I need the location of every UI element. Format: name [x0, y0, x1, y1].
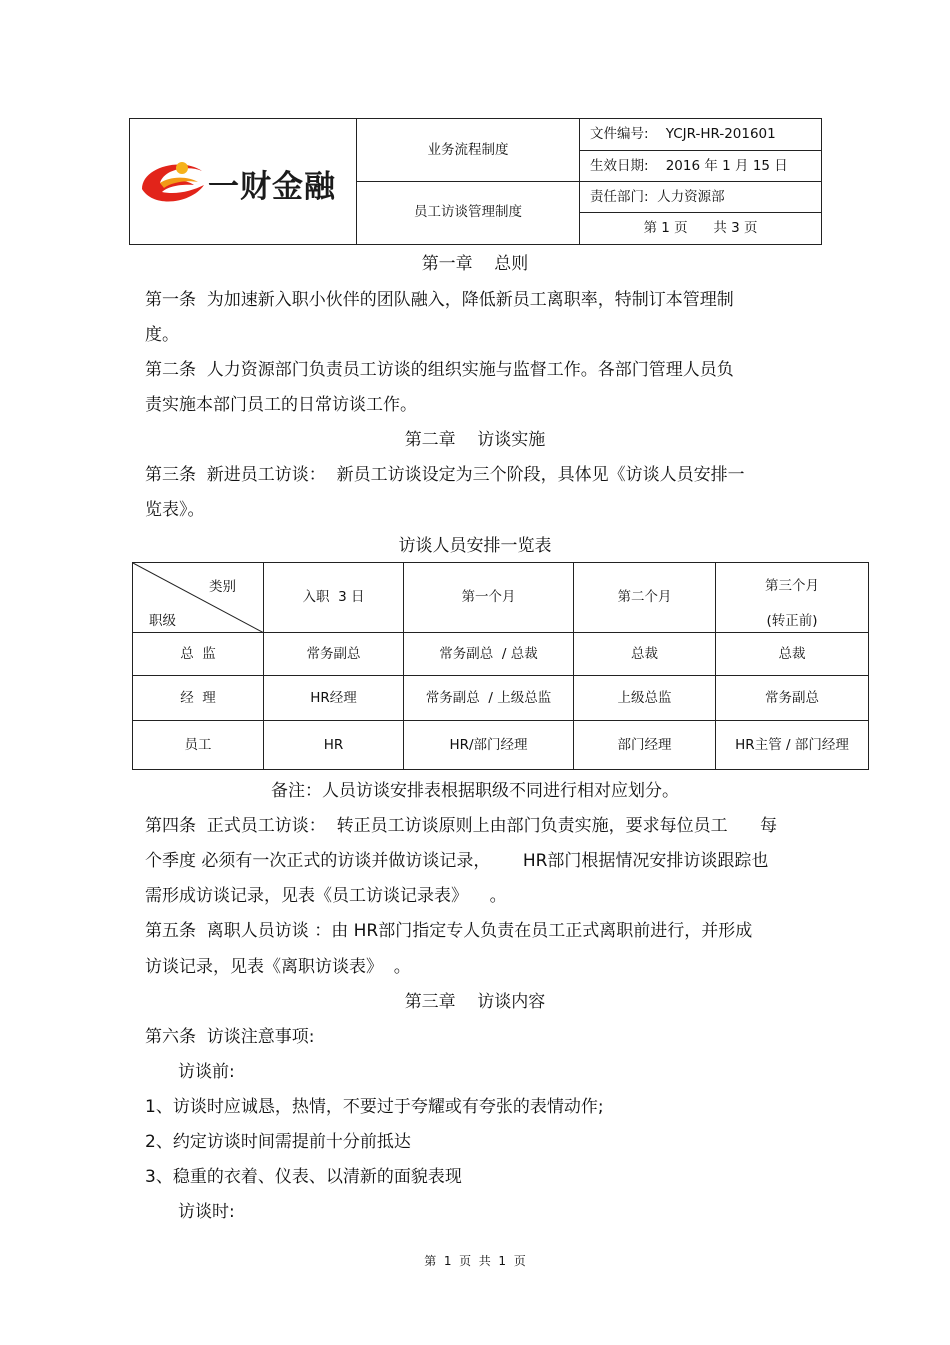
column-header-month-3: 第三个月: [765, 578, 819, 594]
column-header-month-1: 第一个月: [461, 589, 516, 605]
table-cell: 上级总监: [617, 690, 672, 706]
table-title: 访谈人员安排一览表: [398, 536, 552, 556]
responsible-dept: 责任部门: 人力资源部: [590, 189, 725, 205]
column-header-month-3-note: (转正前): [766, 613, 818, 629]
article-1-line-2: 度。: [145, 325, 179, 345]
logo-text: 一财金融: [208, 169, 336, 205]
article-3-line-1: 第三条 新进员工访谈： 新员工访谈设定为三个阶段，具体见《访谈人员安排一: [145, 465, 745, 485]
table-cell: 总裁: [631, 646, 658, 662]
article-4-line-3: 需形成访谈记录，见表《员工访谈记录表》 。: [145, 886, 507, 906]
table-note: 备注：人员访谈安排表根据职级不同进行相对应划分。: [271, 781, 679, 801]
company-logo: [138, 145, 350, 215]
page-footer: 第 1 页 共 1 页: [424, 1254, 526, 1268]
effective-date: 生效日期: 2016 年 1 月 15 日: [590, 158, 788, 174]
table-cell: HR/部门经理: [449, 737, 528, 753]
article-5-line-1: 第五条 离职人员访谈 ：由 HR部门指定专人负责在员工正式离职前进行，并形成: [145, 921, 753, 941]
article-3-line-2: 览表》。: [145, 500, 205, 520]
column-header-month-2: 第二个月: [617, 589, 672, 605]
article-1-line-1: 第一条 为加速新入职小伙伴的团队融入，降低新员工离职率，特制订本管理制: [145, 290, 734, 310]
table-cell: HR: [323, 737, 344, 753]
doc-title-cell: 员工访谈管理制度: [414, 204, 522, 220]
corner-level-label: 职级: [149, 613, 176, 629]
article-4-line-1: 第四条 正式员工访谈： 转正员工访谈原则上由部门负责实施，要求每位员工 每: [145, 816, 778, 836]
article-4-line-2: 个季度 必须有一次正式的访谈并做访谈记录， HR部门根据情况安排访谈跟踪也: [145, 851, 769, 871]
list-item: 3、稳重的衣着、仪表、以清新的面貌表现: [145, 1167, 462, 1187]
table-cell: 常务副总 / 总裁: [439, 646, 538, 662]
article-6: 第六条 访谈注意事项:: [145, 1027, 315, 1047]
table-cell: 部门经理: [617, 737, 672, 753]
table-cell: 常务副总 / 上级总监: [425, 690, 552, 706]
page-indicator: 第 1 页 共 3 页: [643, 220, 758, 236]
column-header-3-days: 入职 3 日: [302, 589, 365, 605]
before-interview-label: 访谈前:: [178, 1062, 235, 1082]
during-interview-label: 访谈时:: [178, 1202, 235, 1222]
article-5-line-2: 访谈记录，见表《离职访谈表》 。: [145, 957, 411, 977]
category-cell: 业务流程制度: [427, 142, 509, 158]
chapter-1-heading: 第一章 总则: [421, 254, 529, 274]
table-cell: 总裁: [778, 646, 806, 662]
row-level: 经 理: [180, 690, 216, 706]
header-grid: [129, 118, 822, 245]
list-item: 2、约定访谈时间需提前十分前抵达: [145, 1132, 411, 1152]
chapter-2-heading: 第二章 访谈实施: [404, 430, 546, 450]
chapter-3-heading: 第三章 访谈内容: [404, 992, 546, 1012]
article-2-line-1: 第二条 人力资源部门负责员工访谈的组织实施与监督工作。各部门管理人员负: [145, 360, 734, 380]
logo-swoosh-icon: [138, 149, 208, 211]
table-cell: HR经理: [310, 690, 357, 706]
doc-number: 文件编号: YCJR-HR-201601: [590, 126, 776, 142]
article-2-line-2: 责实施本部门员工的日常访谈工作。: [145, 395, 417, 415]
table-cell: 常务副总: [765, 690, 819, 706]
row-level: 员工: [184, 737, 212, 753]
table-cell: 常务副总: [306, 646, 361, 662]
table-cell: HR主管 / 部门经理: [735, 737, 849, 753]
schedule-table: [132, 562, 869, 770]
row-level: 总 监: [180, 646, 216, 662]
corner-category-label: 类别: [209, 579, 236, 595]
list-item: 1、访谈时应诚恳，热情，不要过于夸耀或有夸张的表情动作;: [145, 1097, 604, 1117]
